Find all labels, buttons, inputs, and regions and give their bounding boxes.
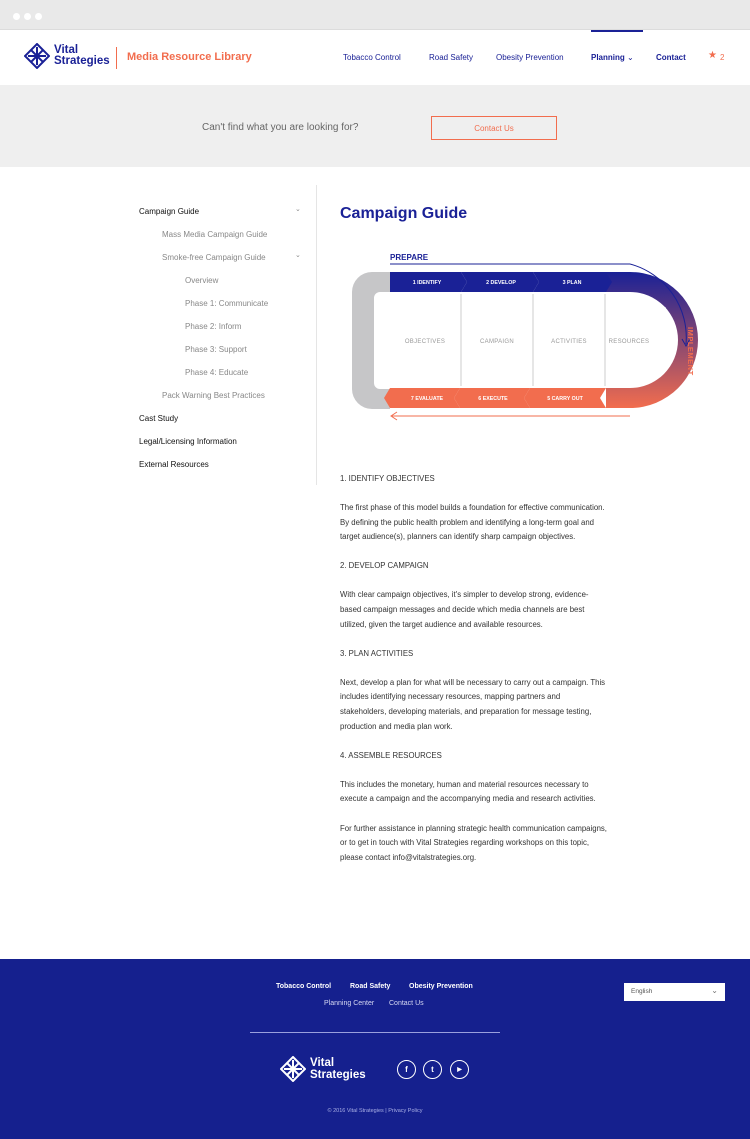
footer-brand-logo[interactable] (280, 1056, 366, 1082)
chevron-down-icon: ⌄ (627, 53, 634, 62)
footer-link-tobacco-control[interactable]: Tobacco Control (276, 983, 332, 990)
facebook-icon[interactable]: f (397, 1060, 416, 1079)
step-execute-label: 6 EXECUTE (478, 396, 508, 402)
footer-link-road-safety[interactable]: Road Safety (350, 983, 391, 990)
header-divider (116, 47, 117, 69)
nav-road-safety[interactable]: Road Safety (429, 53, 474, 62)
window-dot-icon[interactable] (24, 13, 31, 20)
sidebar-item-phase-1[interactable]: Phase 1: Communicate (185, 299, 269, 308)
sidebar-item-pack-warning[interactable]: Pack Warning Best Practices (162, 391, 265, 400)
page-title: Campaign Guide (340, 205, 468, 222)
heading-plan-activities: 3. PLAN ACTIVITIES (340, 648, 414, 658)
sidebar-item-cast-study[interactable]: Cast Study (139, 414, 179, 423)
main-content (0, 167, 750, 959)
window-dot-icon[interactable] (13, 13, 20, 20)
cycle-left-bracket (352, 272, 390, 409)
youtube-icon[interactable]: ▶ (450, 1060, 469, 1079)
sidebar-item-phase-2[interactable]: Phase 2: Inform (185, 322, 242, 331)
step-plan-label: 3 PLAN (562, 280, 582, 286)
paragraph-assemble: This includes the monetary, human and material resources necessary to execute a campaign and the accompanying media and research activities. (340, 779, 596, 804)
sidebar-item-external-resources[interactable]: External Resources (139, 460, 209, 469)
heading-assemble-resources: 4. ASSEMBLE RESOURCES (340, 750, 442, 760)
site-header (0, 30, 750, 85)
language-select[interactable] (624, 983, 725, 1001)
twitter-icon[interactable]: t (423, 1060, 442, 1079)
nav-tobacco-control[interactable]: Tobacco Control (343, 53, 401, 62)
chevron-down-icon[interactable]: ⌄ (295, 206, 301, 213)
nav-planning[interactable] (591, 53, 634, 62)
footer-link-contact-us[interactable]: Contact Us (389, 1000, 424, 1007)
window-dot-icon[interactable] (35, 13, 42, 20)
browser-chrome (0, 0, 750, 30)
vital-strategies-logo-icon (24, 43, 50, 69)
footer-link-planning-center[interactable]: Planning Center (324, 1000, 375, 1007)
brand-logo[interactable] (24, 43, 110, 69)
paragraph-contact: For further assistance in planning strategic health communication campaigns, or to get in touch with Vital Strategies regarding workshops on this topic, please contact info@vitalstrategies.org. (340, 823, 607, 862)
footer-logo-text-line1: Vital (310, 1057, 335, 1069)
nav-obesity-prevention[interactable]: Obesity Prevention (496, 53, 564, 62)
step-carry-out-label: 5 CARRY OUT (547, 396, 583, 402)
heading-identify-objectives: 1. IDENTIFY OBJECTIVES (340, 474, 435, 483)
step-identify-label: 1 IDENTIFY (412, 280, 442, 286)
sidebar-divider (316, 185, 317, 485)
column-campaign: CAMPAIGN (480, 339, 514, 345)
sidebar-item-phase-4[interactable]: Phase 4: Educate (185, 368, 249, 377)
paragraph-develop: With clear campaign objectives, it's simpler to develop strong, evidence-based campaign messages and decide which media channels are best utilized, given the target audience and available resources. (340, 590, 589, 629)
step-assemble-label: 4 ASSEMBLE (660, 306, 666, 340)
footer-logo-text-line2: Strategies (310, 1069, 366, 1081)
campaign-cycle-diagram (340, 249, 700, 424)
copyright-text[interactable]: © 2016 Vital Strategies | Privacy Policy (327, 1108, 423, 1114)
favorites-count[interactable]: 2 (720, 53, 725, 62)
nav-active-indicator (591, 30, 643, 32)
footer-divider (250, 1032, 500, 1033)
footer-link-obesity-prevention[interactable]: Obesity Prevention (409, 983, 473, 990)
article-body (340, 472, 608, 880)
banner-text: Can't find what you are looking for? (202, 122, 359, 133)
column-objectives: OBJECTIVES (404, 339, 446, 345)
library-title[interactable]: Media Resource Library (127, 51, 252, 63)
vital-strategies-logo-icon (280, 1056, 306, 1082)
step-develop-label: 2 DEVELOP (486, 280, 516, 286)
prepare-label: PREPARE (390, 253, 429, 262)
sidebar-item-campaign-guide[interactable]: Campaign Guide (139, 207, 200, 216)
nav-planning-label: Planning (591, 53, 625, 62)
contact-us-button[interactable]: Contact Us (431, 116, 557, 140)
chevron-down-icon[interactable]: ⌄ (295, 252, 301, 259)
sidebar-item-smoke-free-campaign-guide[interactable]: Smoke-free Campaign Guide (162, 253, 266, 262)
chevron-down-icon: ⌄ (711, 986, 718, 995)
logo-text-line2: Strategies (54, 55, 110, 67)
column-activities: ACTIVITIES (551, 339, 587, 345)
sidebar-item-phase-3[interactable]: Phase 3: Support (185, 345, 247, 354)
paragraph-identify: The first phase of this model builds a foundation for effective communication. By defining the public health problem and identifying a long-term goal and target audience(s), planners can identify sharp campaign objectives. (340, 503, 605, 542)
sidebar-item-legal-licensing[interactable]: Legal/Licensing Information (139, 437, 237, 446)
step-evaluate-label: 7 EVALUATE (410, 396, 444, 402)
sidebar-item-mass-media-campaign-guide[interactable]: Mass Media Campaign Guide (162, 230, 268, 239)
logo-text-line1: Vital (54, 44, 79, 56)
site-footer (0, 959, 750, 1139)
sidebar-item-overview[interactable]: Overview (185, 276, 219, 285)
implement-label: IMPLEMENT (686, 327, 695, 376)
help-banner (0, 85, 750, 167)
paragraph-plan: Next, develop a plan for what will be necessary to carry out a campaign. This includes identifying necessary resources, mapping partners and stakeholders, developing materials, and preparation for message testing, production and media plan work. (340, 677, 606, 731)
heading-develop-campaign: 2. DEVELOP CAMPAIGN (340, 561, 429, 571)
star-icon[interactable]: ★ (708, 50, 717, 61)
language-selected: English (631, 988, 653, 995)
column-resources: RESOURCES (608, 339, 650, 345)
nav-contact[interactable]: Contact (656, 53, 686, 62)
